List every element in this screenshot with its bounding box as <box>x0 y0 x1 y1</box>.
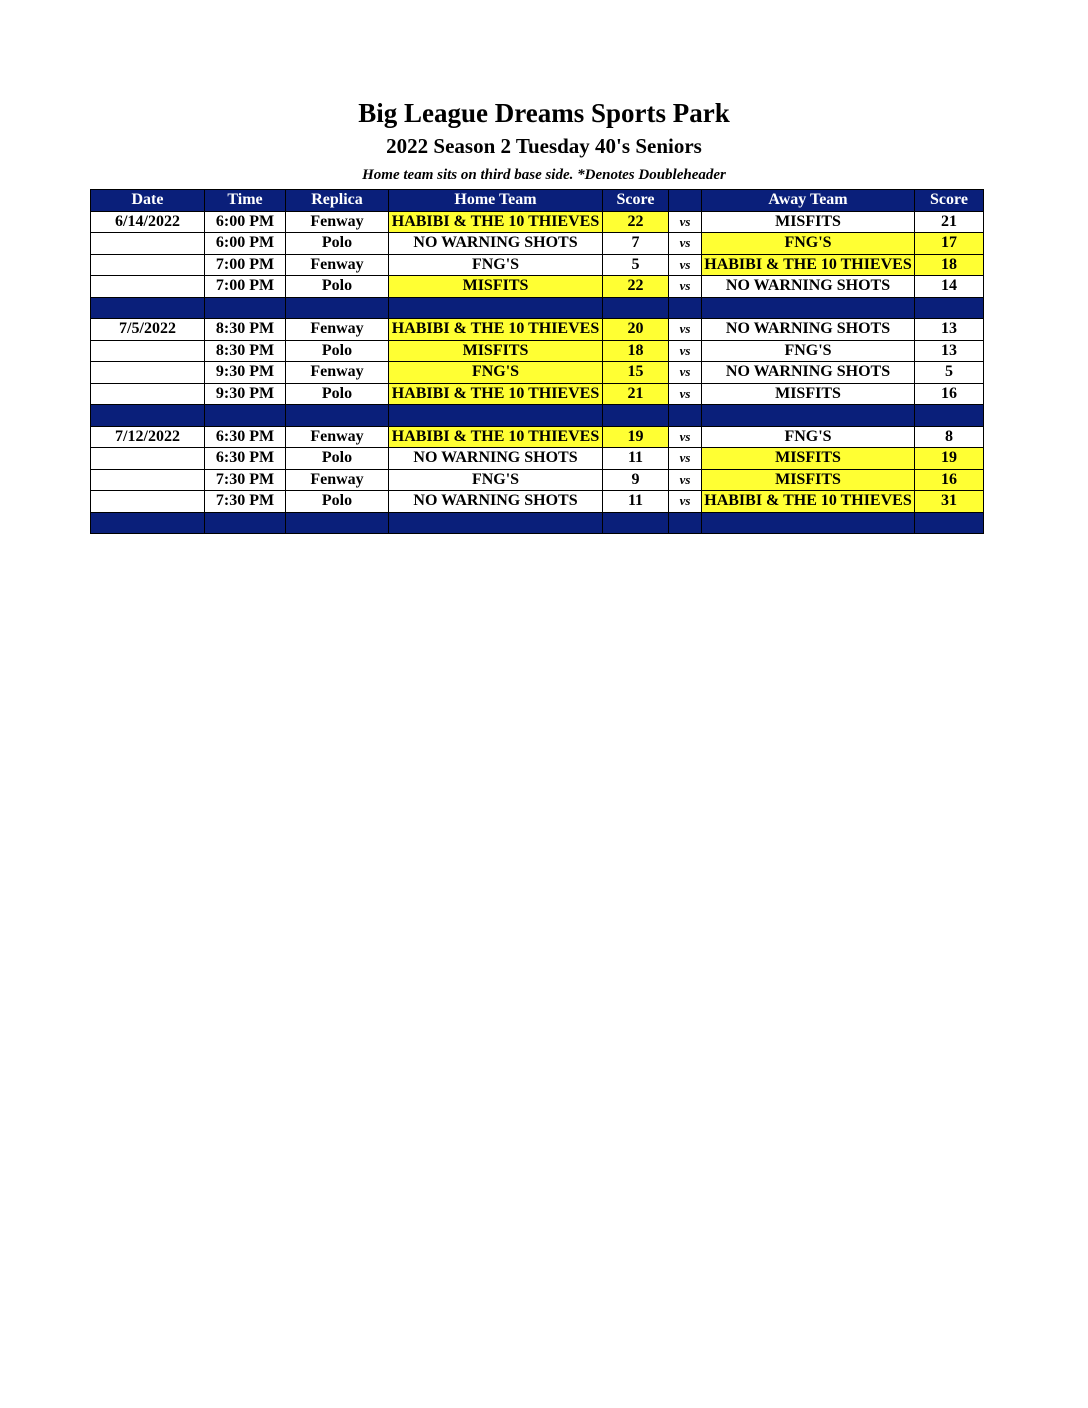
home-score: 22 <box>603 276 669 298</box>
table-row <box>91 276 984 298</box>
separator-cell <box>702 512 915 534</box>
vs-label: vs <box>669 426 702 448</box>
separator-cell <box>91 405 205 427</box>
home-score: 20 <box>603 319 669 341</box>
table-row <box>91 469 984 491</box>
group-separator-row <box>91 512 984 534</box>
separator-cell <box>91 297 205 319</box>
separator-cell <box>669 512 702 534</box>
game-date <box>91 469 205 491</box>
table-row <box>91 491 984 513</box>
game-date: 7/5/2022 <box>91 319 205 341</box>
table-row <box>91 426 984 448</box>
vs-label: vs <box>669 448 702 470</box>
separator-cell <box>603 405 669 427</box>
separator-cell <box>286 297 389 319</box>
game-time: 6:30 PM <box>205 448 286 470</box>
game-replica: Polo <box>286 491 389 513</box>
game-replica: Polo <box>286 276 389 298</box>
away-team: MISFITS <box>702 383 915 405</box>
home-team: MISFITS <box>389 276 603 298</box>
away-score: 17 <box>915 233 984 255</box>
away-team: MISFITS <box>702 448 915 470</box>
table-row <box>91 319 984 341</box>
header-row <box>91 190 984 212</box>
table-row <box>91 362 984 384</box>
separator-cell <box>702 405 915 427</box>
game-time: 7:30 PM <box>205 491 286 513</box>
vs-label: vs <box>669 211 702 233</box>
game-replica: Fenway <box>286 319 389 341</box>
away-team: HABIBI & THE 10 THIEVES <box>702 491 915 513</box>
header-replica: Replica <box>286 190 389 212</box>
home-team: NO WARNING SHOTS <box>389 233 603 255</box>
vs-label: vs <box>669 491 702 513</box>
home-team: NO WARNING SHOTS <box>389 448 603 470</box>
home-team: FNG'S <box>389 362 603 384</box>
home-score: 5 <box>603 254 669 276</box>
separator-cell <box>91 512 205 534</box>
home-team: HABIBI & THE 10 THIEVES <box>389 383 603 405</box>
home-score: 9 <box>603 469 669 491</box>
group-separator-row <box>91 405 984 427</box>
separator-cell <box>603 297 669 319</box>
vs-label: vs <box>669 383 702 405</box>
table-row <box>91 448 984 470</box>
game-date <box>91 340 205 362</box>
vs-label: vs <box>669 276 702 298</box>
home-score: 22 <box>603 211 669 233</box>
away-score: 21 <box>915 211 984 233</box>
game-replica: Fenway <box>286 362 389 384</box>
vs-label: vs <box>669 362 702 384</box>
header-date: Date <box>91 190 205 212</box>
away-score: 31 <box>915 491 984 513</box>
separator-cell <box>205 297 286 319</box>
away-score: 13 <box>915 319 984 341</box>
schedule-table <box>90 189 984 534</box>
header-away-team: Away Team <box>702 190 915 212</box>
game-replica: Polo <box>286 383 389 405</box>
game-time: 9:30 PM <box>205 383 286 405</box>
away-team: HABIBI & THE 10 THIEVES <box>702 254 915 276</box>
away-team: MISFITS <box>702 469 915 491</box>
game-time: 7:30 PM <box>205 469 286 491</box>
home-score: 7 <box>603 233 669 255</box>
home-team: NO WARNING SHOTS <box>389 491 603 513</box>
separator-cell <box>389 297 603 319</box>
separator-cell <box>702 297 915 319</box>
separator-cell <box>669 405 702 427</box>
separator-cell <box>915 297 984 319</box>
home-team: FNG'S <box>389 254 603 276</box>
table-row <box>91 233 984 255</box>
table-row <box>91 383 984 405</box>
game-date: 7/12/2022 <box>91 426 205 448</box>
away-score: 16 <box>915 383 984 405</box>
separator-cell <box>205 405 286 427</box>
away-team: NO WARNING SHOTS <box>702 362 915 384</box>
away-score: 18 <box>915 254 984 276</box>
separator-cell <box>603 512 669 534</box>
game-date <box>91 362 205 384</box>
separator-cell <box>286 405 389 427</box>
away-team: NO WARNING SHOTS <box>702 319 915 341</box>
vs-label: vs <box>669 233 702 255</box>
header-time: Time <box>205 190 286 212</box>
home-score: 15 <box>603 362 669 384</box>
group-separator-row <box>91 297 984 319</box>
game-date <box>91 491 205 513</box>
game-date <box>91 233 205 255</box>
page-subtitle: 2022 Season 2 Tuesday 40's Seniors <box>386 134 702 158</box>
game-replica: Fenway <box>286 211 389 233</box>
game-date <box>91 254 205 276</box>
vs-label: vs <box>669 340 702 362</box>
page-note: Home team sits on third base side. *Denotes Doubleheader <box>362 167 726 183</box>
home-score: 18 <box>603 340 669 362</box>
game-replica: Fenway <box>286 469 389 491</box>
away-score: 13 <box>915 340 984 362</box>
away-score: 19 <box>915 448 984 470</box>
game-replica: Fenway <box>286 426 389 448</box>
separator-cell <box>389 512 603 534</box>
game-replica: Polo <box>286 340 389 362</box>
away-team: FNG'S <box>702 340 915 362</box>
home-team: HABIBI & THE 10 THIEVES <box>389 319 603 341</box>
home-team: MISFITS <box>389 340 603 362</box>
game-time: 6:30 PM <box>205 426 286 448</box>
header-home-team: Home Team <box>389 190 603 212</box>
game-time: 7:00 PM <box>205 254 286 276</box>
away-team: FNG'S <box>702 426 915 448</box>
separator-cell <box>389 405 603 427</box>
game-date <box>91 383 205 405</box>
game-time: 7:00 PM <box>205 276 286 298</box>
game-date <box>91 448 205 470</box>
home-score: 11 <box>603 448 669 470</box>
table-row <box>91 211 984 233</box>
separator-cell <box>915 512 984 534</box>
away-team: NO WARNING SHOTS <box>702 276 915 298</box>
away-score: 5 <box>915 362 984 384</box>
game-time: 9:30 PM <box>205 362 286 384</box>
game-time: 8:30 PM <box>205 319 286 341</box>
away-team: MISFITS <box>702 211 915 233</box>
home-score: 11 <box>603 491 669 513</box>
game-replica: Fenway <box>286 254 389 276</box>
home-score: 19 <box>603 426 669 448</box>
home-score: 21 <box>603 383 669 405</box>
header-away-score: Score <box>915 190 984 212</box>
away-team: FNG'S <box>702 233 915 255</box>
header-vs <box>669 190 702 212</box>
game-replica: Polo <box>286 448 389 470</box>
vs-label: vs <box>669 254 702 276</box>
vs-label: vs <box>669 469 702 491</box>
separator-cell <box>286 512 389 534</box>
away-score: 8 <box>915 426 984 448</box>
home-team: HABIBI & THE 10 THIEVES <box>389 426 603 448</box>
game-time: 6:00 PM <box>205 211 286 233</box>
game-time: 6:00 PM <box>205 233 286 255</box>
home-team: FNG'S <box>389 469 603 491</box>
game-date <box>91 276 205 298</box>
separator-cell <box>669 297 702 319</box>
table-row <box>91 340 984 362</box>
separator-cell <box>915 405 984 427</box>
table-row <box>91 254 984 276</box>
game-date: 6/14/2022 <box>91 211 205 233</box>
page-title: Big League Dreams Sports Park <box>358 98 730 128</box>
away-score: 16 <box>915 469 984 491</box>
header-home-score: Score <box>603 190 669 212</box>
schedule-body <box>91 211 984 534</box>
away-score: 14 <box>915 276 984 298</box>
vs-label: vs <box>669 319 702 341</box>
separator-cell <box>205 512 286 534</box>
home-team: HABIBI & THE 10 THIEVES <box>389 211 603 233</box>
game-time: 8:30 PM <box>205 340 286 362</box>
game-replica: Polo <box>286 233 389 255</box>
